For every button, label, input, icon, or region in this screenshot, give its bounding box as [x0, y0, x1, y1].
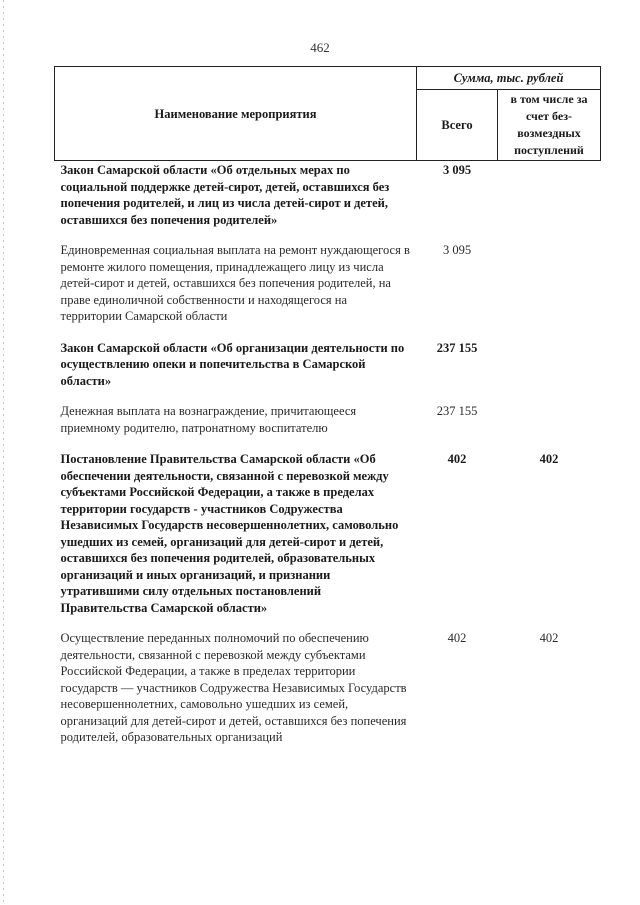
page-number: 462: [310, 40, 330, 55]
row-total: 237 155: [436, 340, 478, 355]
budget-table: [54, 66, 601, 760]
row-total: 237 155: [436, 404, 478, 418]
row-name: Единовременная социальная выплата на ремонт нуждающегося в ремонте жилого помещения, принадлежащего лицу из числа детей-сирот и детей, оставшихся без попечения родителей, на праве единоличной собственности и находящегося на территории Самарской области: [60, 243, 410, 323]
table-row: [55, 399, 601, 450]
row-grant: 402: [539, 452, 559, 466]
table-row: [55, 339, 601, 400]
row-name: Закон Самарской области «Об отдельных мерах по социальной поддержке детей-сирот, детей, оставшихся без попечения родителей, и лиц из числа детей-сирот и детей, оставшихся без попечения родителей»: [60, 163, 390, 227]
row-total: 3 095: [442, 163, 472, 177]
row-name: Денежная выплата на вознаграждение, причитающееся приемному родителю, патронатному воспитателю: [60, 404, 357, 435]
row-grant: 402: [539, 631, 559, 645]
row-grant: [498, 339, 601, 400]
header-name-column: Наименование мероприятия: [55, 67, 417, 161]
row-name: Закон Самарской области «Об организации деятельности по осуществлению опеки и попечительства в Самарской области»: [60, 340, 405, 388]
header-sum-group: Сумма, тыс. рублей: [417, 67, 601, 90]
row-total: 402: [447, 452, 467, 466]
row-grant: [498, 399, 601, 450]
row-name: Осуществление переданных полномочий по обеспечению деятельности, связанной с перевозкой между субъектами Российской Федерации, а также в пределах территории государств — участников Содружества Независимых Государств несовершеннолетних, самовольно ушедших из семей, организаций для детей-сирот и детей, оставшихся без попечения родителей, образовательных организаций: [60, 631, 407, 744]
scan-edge-mark: [3, 0, 4, 905]
header-total-column: Всего: [417, 90, 498, 161]
row-grant: [498, 238, 601, 339]
table-row: [55, 626, 601, 760]
row-total: 3 095: [442, 243, 472, 257]
header-grant-column: в том числе за счет без-возмездных поступлений: [498, 90, 601, 161]
table-row: [55, 450, 601, 626]
table-row: [55, 238, 601, 339]
row-grant: [498, 161, 601, 239]
row-total: 402: [447, 631, 467, 645]
table-row: [55, 161, 601, 239]
row-name: Постановление Правительства Самарской области «Об обеспечении деятельности, связанной с перевозкой между субъектами Российской Федерации, а также в пределах территории государств - участников Содружества Независимых Государств несовершеннолетних, самовольно ушедших из семей, организаций для детей-сирот и детей, оставшихся без попечения родителей, образовательных организаций и иных организаций, и признании утратившими силу отдельных постановлений Правительства Самарской области»: [60, 452, 399, 615]
